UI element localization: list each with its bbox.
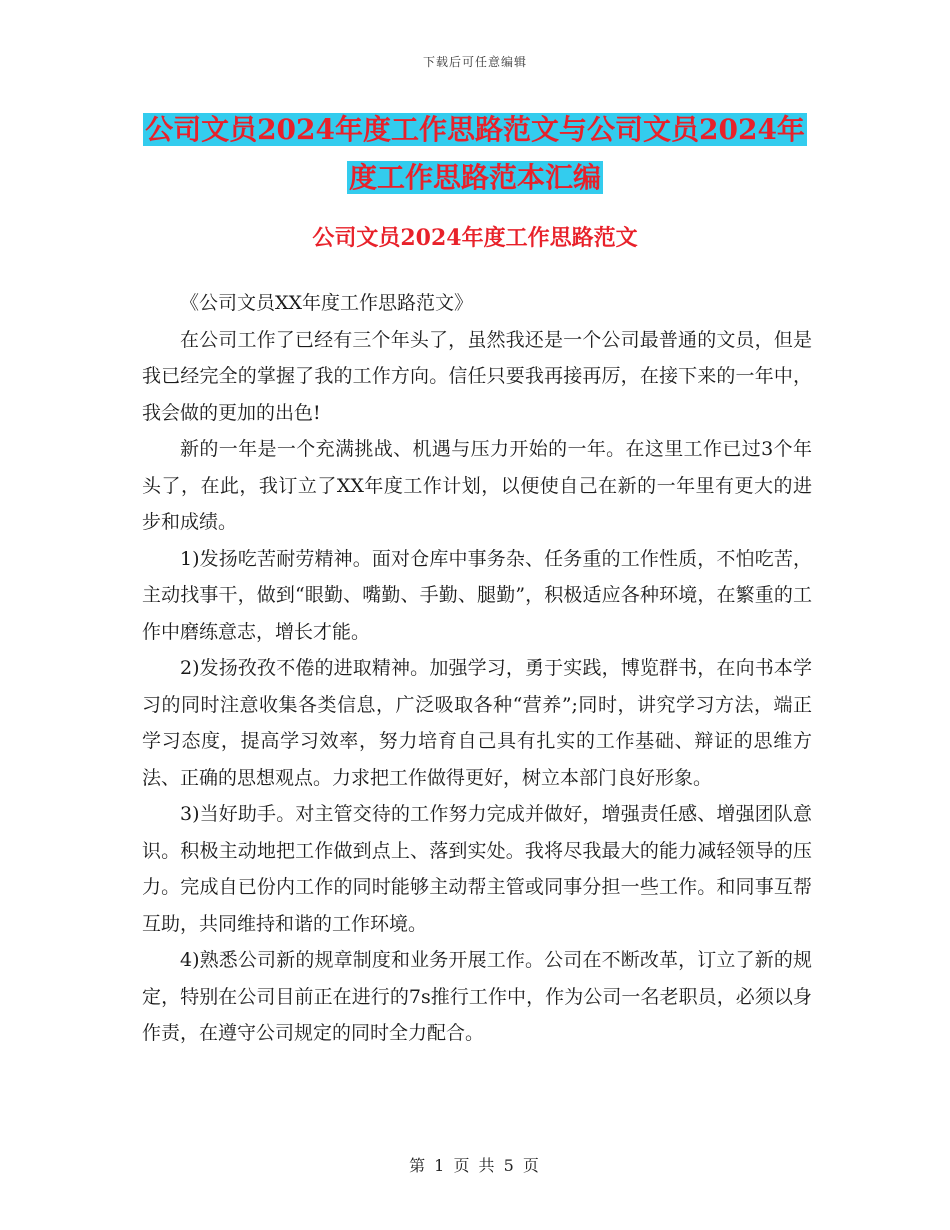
header-note: 下载后可任意编辑 (422, 55, 527, 69)
paragraph: 1)发扬吃苦耐劳精神。面对仓库中事务杂、任务重的工作性质，不怕吃苦，主动找事干，做到“眼勤、嘴勤、手勤、腿勤”，积极适应各种环境，在繁重的工作中磨练意志，增长才能。 (142, 547, 812, 643)
paragraph: 3)当好助手。对主管交待的工作努力完成并做好，增强责任感、增强团队意识。积极主动地把工作做到点上、落到实处。我将尽我最大的能力减轻领导的压力。完成自已份内工作的同时能够主动帮主管或同事分担一些工作。和同事互帮互助，共同维持和谐的工作环境。 (142, 803, 812, 935)
paragraph: 2)发扬孜孜不倦的进取精神。加强学习，勇于实践，博览群书，在向书本学习的同时注意收集各类信息，广泛吸取各种“营养”;同时，讲究学习方法，端正学习态度，提高学习效率，努力培育自己具有扎实的工作基础、辩证的思维方法、正确的思想观点。力求把工作做得更好，树立本部门良好形象。 (142, 657, 812, 789)
page-number-footer: 第 1 页 共 5 页 (409, 1156, 541, 1175)
document-title (0, 106, 950, 202)
paragraph: 4)熟悉公司新的规章制度和业务开展工作。公司在不断改革，订立了新的规定，特别在公司目前正在进行的7s推行工作中，作为公司一名老职员，必须以身作责，在遵守公司规定的同时全力配合。 (142, 949, 812, 1044)
paragraph: 新的一年是一个充满挑战、机遇与压力开始的一年。在这里工作已过3个年头了，在此，我订立了XX年度工作计划，以便使自己在新的一年里有更大的进步和成绩。 (142, 438, 812, 533)
paragraph: 《公司文员XX年度工作思路范文》 (180, 292, 474, 314)
document-title-line-2: 度工作思路范本汇编 (348, 161, 601, 194)
document-body (142, 285, 812, 1052)
document-title-line-1: 公司文员2024年度工作思路范文与公司文员2024年 (145, 113, 805, 146)
paragraph: 在公司工作了已经有三个年头了，虽然我还是一个公司最普通的文员，但是我已经完全的掌握了我的工作方向。信任只要我再接再厉，在接下来的一年中，我会做的更加的出色! (142, 328, 812, 424)
section-title: 公司文员2024年度工作思路范文 (312, 225, 638, 251)
